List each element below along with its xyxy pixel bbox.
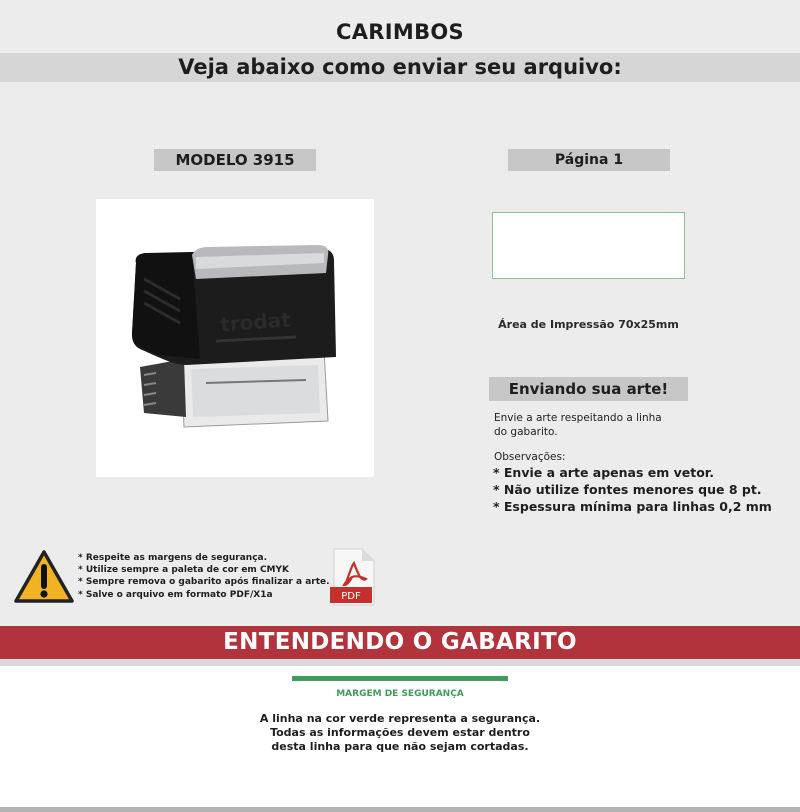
explain-line: A linha na cor verde representa a segurança. xyxy=(259,712,541,725)
observation-item: * Espessura mínima para linhas 0,2 mm xyxy=(493,499,772,514)
page-label: Página 1 xyxy=(508,149,670,171)
pdf-file-icon xyxy=(330,547,376,607)
warning-item: * Utilize sempre a paleta de cor em CMYK xyxy=(78,565,289,576)
send-art-text xyxy=(494,411,724,439)
footer-strip xyxy=(0,807,800,812)
warning-triangle-icon xyxy=(14,550,74,604)
explain-line: desta linha para que não sejam cortadas. xyxy=(271,740,529,753)
send-art-text-line1: Envie a arte respeitando a linha xyxy=(494,412,662,424)
warning-list xyxy=(78,552,330,601)
stamp-brand-text: trodat xyxy=(219,307,292,337)
send-art-heading: Enviando sua arte! xyxy=(489,377,688,401)
warning-item: * Salve o arquivo em formato PDF/X1a xyxy=(78,589,273,600)
warning-item: * Respeite as margens de segurança. xyxy=(78,553,268,563)
observation-item: * Não utilize fontes menores que 8 pt. xyxy=(493,482,762,497)
stamp-illustration xyxy=(96,199,374,477)
explain-line: Todas as informações devem estar dentro xyxy=(270,726,530,739)
page-title: CARIMBOS xyxy=(336,20,464,44)
page-subtitle: Veja abaixo como enviar seu arquivo: xyxy=(178,55,622,79)
print-area-box xyxy=(492,212,685,279)
observation-item: * Envie a arte apenas em vetor. xyxy=(493,465,714,480)
separator-strip xyxy=(0,659,800,666)
pdf-label: PDF xyxy=(341,591,361,602)
observations-label: Observações: xyxy=(494,451,566,463)
safety-margin-line xyxy=(292,676,508,681)
warning-item: * Sempre remova o gabarito após finalizar a arte. xyxy=(78,577,330,588)
observations-list xyxy=(493,464,793,515)
send-art-text-line2: do gabarito. xyxy=(494,426,558,438)
print-area-label: Área de Impressão 70x25mm xyxy=(498,318,679,331)
model-label: MODELO 3915 xyxy=(154,149,316,171)
guide-banner: ENTENDENDO O GABARITO xyxy=(0,626,800,659)
stamp-product-image xyxy=(96,199,374,477)
guide-explanation xyxy=(200,712,600,754)
safety-margin-label: MARGEM DE SEGURANÇA xyxy=(336,689,464,699)
